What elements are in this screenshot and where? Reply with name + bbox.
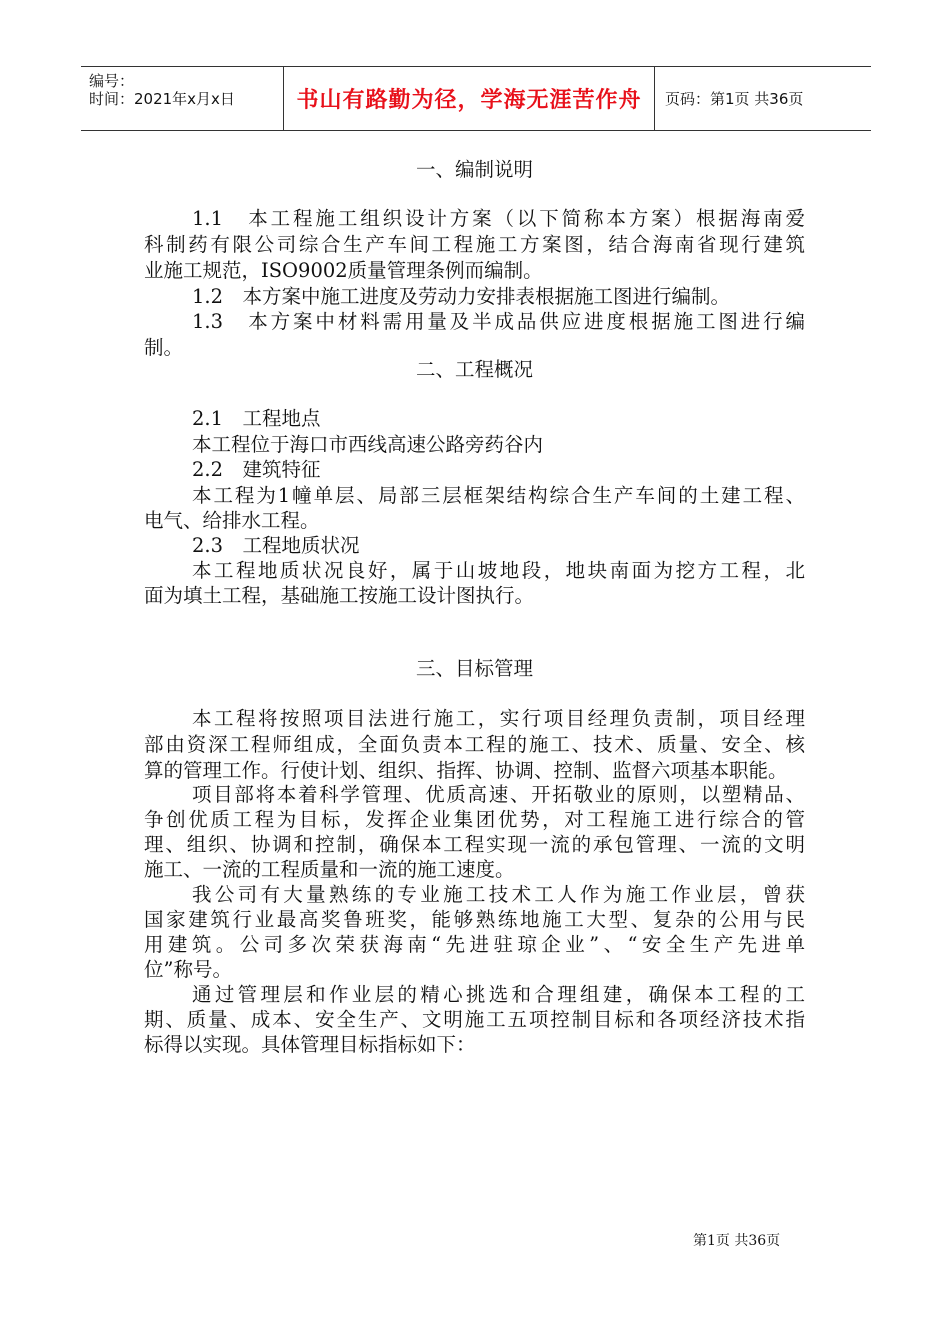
paragraph-line: 通过管理层和作业层的精心挑选和合理组建，确保本工程的工: [192, 983, 805, 1006]
section-heading: 三、目标管理: [415, 657, 533, 680]
paragraph-line: 本工程地质状况良好，属于山坡地段，地块南面为挖方工程，北: [192, 559, 805, 582]
item-heading: 2.1 工程地点: [192, 407, 321, 430]
page-number: 页码：第1页 共36页: [665, 90, 804, 108]
paragraph-line: 部由资深工程师组成，全面负责本工程的施工、技术、质量、安全、核: [144, 733, 805, 756]
paragraph-line: 期、质量、成本、安全生产、文明施工五项控制目标和各项经济技术指: [144, 1008, 805, 1031]
section-heading: 一、编制说明: [415, 158, 533, 181]
paragraph-line: 面为填土工程，基础施工按施工设计图执行。: [144, 584, 535, 607]
paragraph-line: 电气、给排水工程。: [144, 509, 320, 532]
document-date: 时间：2021年x月x日: [89, 90, 235, 108]
paragraph-line: 理、组织、协调和控制，确保本工程实现一流的承包管理、一流的文明: [144, 833, 805, 856]
paragraph-line: 业施工规范，ISO9002质量管理条例而编制。: [144, 259, 543, 282]
paragraph-line: 本工程位于海口市西线高速公路旁药谷内: [192, 433, 544, 456]
item-heading: 2.2 建筑特征: [192, 458, 321, 481]
paragraph-line: 1.2 本方案中施工进度及劳动力安排表根据施工图进行编制。: [192, 285, 731, 308]
paragraph-line: 科制药有限公司综合生产车间工程施工方案图，结合海南省现行建筑: [144, 233, 805, 256]
paragraph-line: 施工、一流的工程质量和一流的施工速度。: [144, 858, 515, 881]
header-motto-cell: [283, 67, 655, 130]
section-heading: 二、工程概况: [415, 358, 533, 381]
paragraph-line: 国家建筑行业最高奖鲁班奖，能够熟练地施工大型、复杂的公用与民: [144, 908, 805, 931]
header-table: [81, 66, 871, 131]
paragraph-line: 本工程将按照项目法进行施工，实行项目经理负责制，项目经理: [192, 707, 805, 730]
paragraph-line: 位”称号。: [144, 958, 232, 981]
paragraph-line: 算的管理工作。行使计划、组织、指挥、协调、控制、监督六项基本职能。: [144, 759, 788, 782]
paragraph-line: 我公司有大量熟练的专业施工技术工人作为施工作业层，曾获: [192, 883, 805, 906]
paragraph-line: 1.1 本工程施工组织设计方案（以下简称本方案）根据海南爱: [192, 207, 805, 230]
paragraph-line: 制。: [144, 336, 184, 359]
paragraph-line: 项目部将本着科学管理、优质高速、开拓敬业的原则，以塑精品、: [192, 783, 805, 806]
paragraph-line: 标得以实现。具体管理目标指标如下：: [144, 1033, 476, 1056]
header-page-cell: [665, 67, 871, 130]
paragraph-line: 用建筑。公司多次荣获海南“先进驻琼企业”、“安全生产先进单: [144, 933, 805, 956]
paragraph-line: 本工程为1幢单层、局部三层框架结构综合生产车间的土建工程、: [192, 484, 805, 507]
paragraph-line: 争创优质工程为目标，发挥企业集团优势，对工程施工进行综合的管: [144, 808, 805, 831]
motto: 书山有路勤为径，学海无涯苦作舟: [296, 88, 642, 113]
document-code: 编号：: [89, 72, 135, 90]
paragraph-line: 1.3 本方案中材料需用量及半成品供应进度根据施工图进行编: [192, 310, 805, 333]
footer-page-number: 第1页 共36页: [693, 1233, 781, 1249]
header-left-cell: [81, 67, 283, 130]
item-heading: 2.3 工程地质状况: [192, 534, 360, 557]
